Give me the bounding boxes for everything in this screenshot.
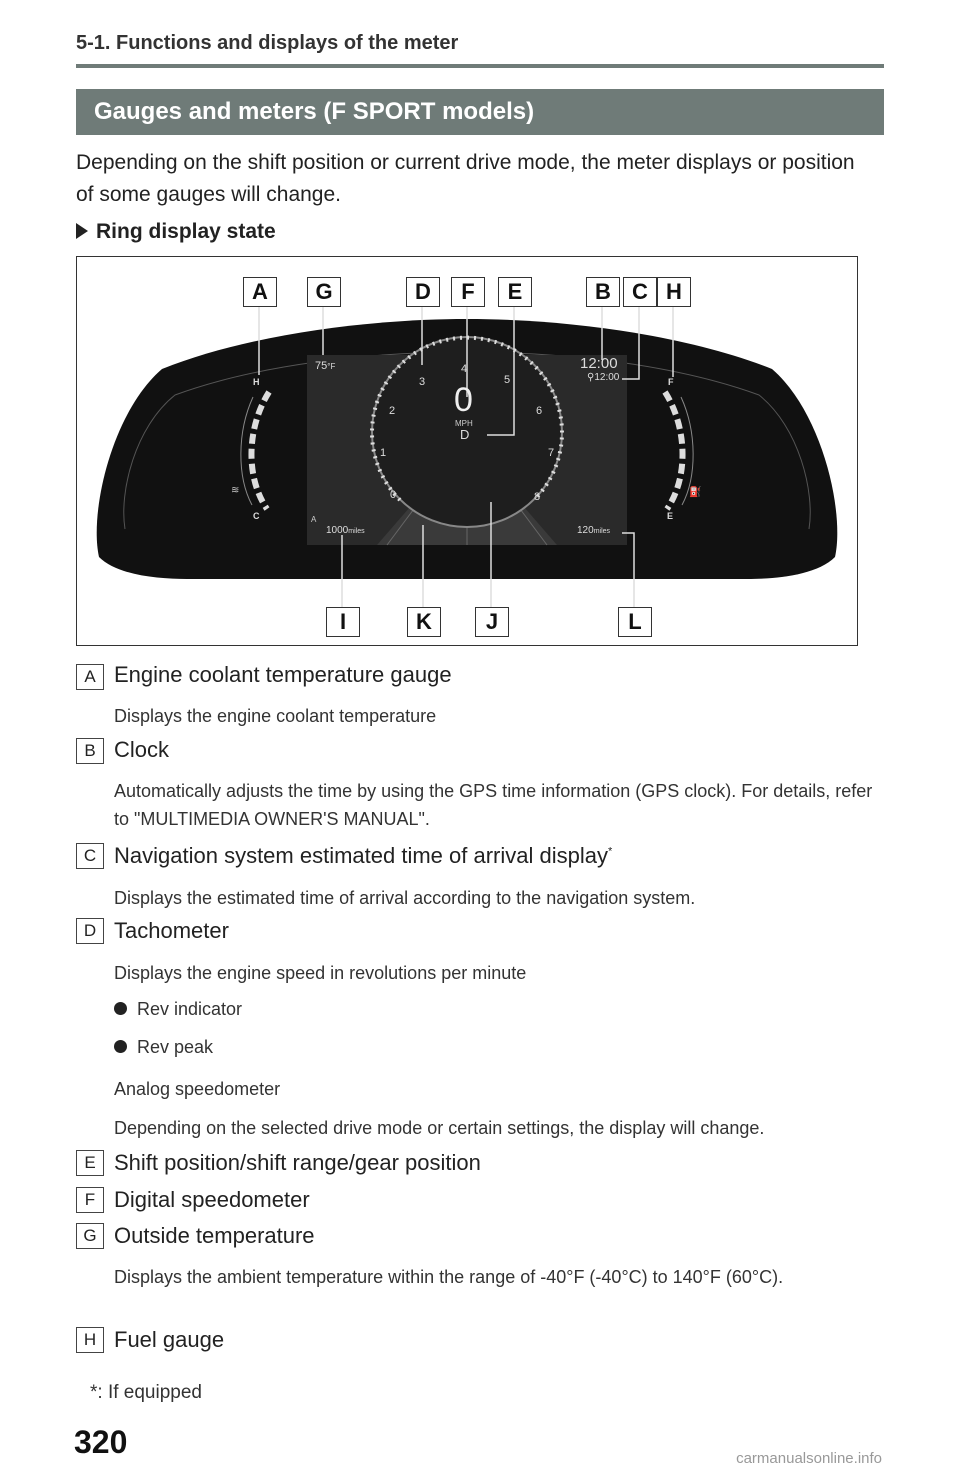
item-letter-h: H <box>76 1327 104 1353</box>
bullet-dot-icon <box>114 1002 127 1015</box>
subheading <box>76 220 276 244</box>
callout-letter-b: B <box>586 277 620 307</box>
item-letter-b: B <box>76 738 104 764</box>
bullet-rev-indicator: Rev indicator <box>114 999 242 1020</box>
outside-temp-readout: 75°F <box>315 360 336 372</box>
header-rule <box>76 64 884 68</box>
eta-readout: ⚲12:00 <box>587 372 620 383</box>
section-title-bar <box>76 89 884 135</box>
callout-letter-l: L <box>618 607 652 637</box>
meter-illustration <box>77 257 857 645</box>
item-letter-e: E <box>76 1150 104 1176</box>
triangle-bullet-icon <box>76 223 88 239</box>
callout-letter-k: K <box>407 607 441 637</box>
tach-number: 1 <box>380 447 387 459</box>
tach-number: 7 <box>548 447 555 459</box>
bullet-dot-icon <box>114 1040 127 1053</box>
callout-letter-h: H <box>657 277 691 307</box>
callout-letter-a: A <box>243 277 277 307</box>
callout-letter-j: J <box>475 607 509 637</box>
callout-letter-g: G <box>307 277 341 307</box>
tach-number: 4 <box>461 363 468 375</box>
item-desc-coolant: Displays the engine coolant temperature <box>114 706 437 726</box>
tach-number: 6 <box>536 405 543 417</box>
tach-number: 5 <box>504 374 511 386</box>
callout-letter-c: C <box>623 277 657 307</box>
gear-indicator: D <box>460 427 470 442</box>
speed-unit: MPH <box>455 419 473 428</box>
item-title-clock: Clock <box>114 737 170 762</box>
tach-number: 2 <box>389 405 396 417</box>
subheading-text: Ring display state <box>96 220 276 243</box>
item-extra-analog-speedometer: Analog speedometer <box>114 1079 281 1099</box>
tach-number: 3 <box>419 376 426 388</box>
callout-letter-d: D <box>406 277 440 307</box>
item-desc-clock: Automatically adjusts the time by using the GPS time information (GPS clock). For details, refer to "MULTIMEDIA OWNER'S MANUAL". <box>114 781 873 829</box>
item-title-tachometer: Tachometer <box>114 918 229 943</box>
fuel-pump-icon: ⛽ <box>689 487 702 498</box>
tach-number: 0 <box>390 489 397 501</box>
callout-letter-f: F <box>451 277 485 307</box>
item-letter-g: G <box>76 1223 104 1249</box>
item-desc-outside-temp: Displays the ambient temperature within the range of -40°F (-40°C) to 140°F (60°C). <box>114 1267 784 1287</box>
bullet-rev-peak: Rev peak <box>114 1037 213 1058</box>
fuel-full-label: F <box>668 377 674 387</box>
item-letter-d: D <box>76 918 104 944</box>
item-title-coolant: Engine coolant temperature gauge <box>114 662 452 687</box>
location-pin-icon: ⚲ <box>587 372 595 383</box>
watermark: carmanualsonline.info <box>736 1450 882 1467</box>
item-letter-a: A <box>76 664 104 690</box>
coolant-icon: ≋ <box>231 485 240 496</box>
item-letter-f: F <box>76 1187 104 1213</box>
callout-letter-i: I <box>326 607 360 637</box>
item-desc-eta: Displays the estimated time of arrival according to the navigation system. <box>114 888 696 908</box>
callout-letter-e: E <box>498 277 532 307</box>
footnote: *: If equipped <box>90 1382 202 1403</box>
item-title-fuel-gauge: Fuel gauge <box>114 1327 225 1352</box>
item-extra-drive-mode: Depending on the selected drive mode or certain settings, the display will change. <box>114 1118 765 1138</box>
meter-figure <box>76 256 858 646</box>
page-number: 320 <box>74 1424 128 1460</box>
fuel-empty-label: E <box>667 511 674 521</box>
running-header: 5-1. Functions and displays of the meter <box>76 32 459 54</box>
clock-readout: 12:00 <box>580 355 618 372</box>
digital-speed: 0 <box>454 381 473 419</box>
item-title-shift-position: Shift position/shift range/gear position <box>114 1150 481 1175</box>
coolant-cold-label: C <box>253 511 260 521</box>
odometer-prefix: A <box>311 515 317 524</box>
tach-number: 8 <box>534 491 541 503</box>
item-title-eta: Navigation system estimated time of arrival display* <box>114 843 613 868</box>
item-letter-c: C <box>76 843 104 869</box>
odometer-readout: 1000miles <box>326 525 365 536</box>
section-title: Gauges and meters (F SPORT models) <box>94 98 535 125</box>
item-title-outside-temp: Outside temperature <box>114 1223 315 1248</box>
range-readout: 120miles <box>577 525 611 536</box>
item-desc-tachometer: Displays the engine speed in revolutions per minute <box>114 963 527 983</box>
intro-paragraph: Depending on the shift position or current drive mode, the meter displays or position of some gauges will change. <box>76 151 855 206</box>
coolant-hot-label: H <box>253 377 260 387</box>
item-title-digital-speedometer: Digital speedometer <box>114 1187 310 1212</box>
